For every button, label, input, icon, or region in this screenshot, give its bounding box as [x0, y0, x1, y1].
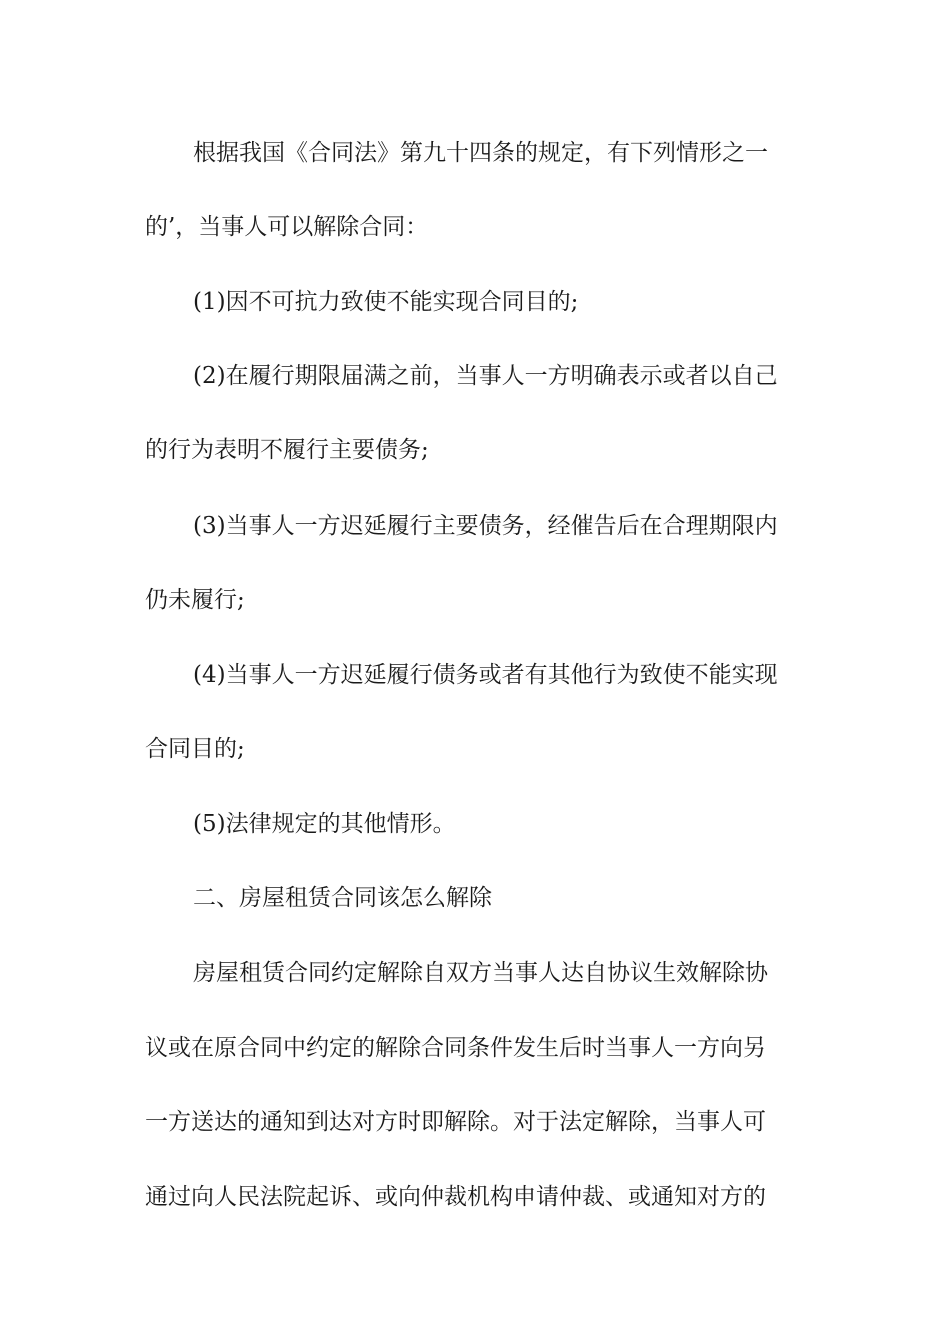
text-line-10: (5)法律规定的其他情形。 — [193, 811, 456, 837]
section-heading: 二、房屋租赁合同该怎么解除 — [193, 885, 492, 911]
text-line-8: (4)当事人一方迟延履行债务或者有其他行为致使不能实现 — [193, 662, 778, 688]
text-line-3: (1)因不可抗力致使不能实现合同目的; — [193, 289, 579, 315]
text-line-4: (2)在履行期限届满之前，当事人一方明确表示或者以自己 — [193, 363, 778, 389]
text-line-9: 合同目的; — [145, 736, 245, 762]
text-line-12: 房屋租赁合同约定解除自双方当事人达自协议生效解除协 — [193, 960, 768, 986]
text-line-6: (3)当事人一方迟延履行主要债务，经催告后在合理期限内 — [193, 513, 778, 539]
text-line-2: 的’，当事人可以解除合同： — [145, 214, 429, 240]
text-line-15: 通过向人民法院起诉、或向仲裁机构申请仲裁、或通知对方的 — [145, 1184, 766, 1210]
text-line-14: 一方送达的通知到达对方时即解除。对于法定解除，当事人可 — [145, 1109, 766, 1135]
text-line-13: 议或在原合同中约定的解除合同条件发生后时当事人一方向另 — [145, 1035, 766, 1061]
text-line-1: 根据我国《合同法》第九十四条的规定，有下列情形之一 — [193, 140, 768, 166]
text-line-7: 仍未履行; — [145, 587, 245, 613]
text-line-5: 的行为表明不履行主要债务; — [145, 437, 429, 463]
